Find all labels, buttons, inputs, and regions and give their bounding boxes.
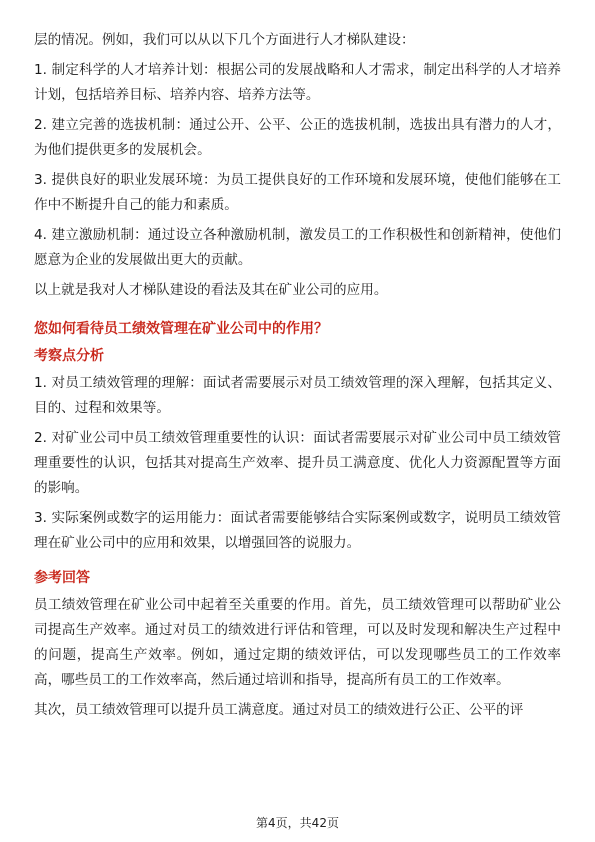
body-paragraph: 以上就是我对人才梯队建设的看法及其在矿业公司的应用。 — [34, 282, 388, 298]
page-footer: 第4页，共42页 — [256, 816, 339, 830]
list-item: 2. 对矿业公司中员工绩效管理重要性的认识：面试者需要展示对矿业公司中员工绩效管理重要性的认识，包括其对提高生产效率、提升员工满意度、优化人力资源配置等方面的影响。 — [34, 430, 561, 496]
list-item: 3. 实际案例或数字的运用能力：面试者需要能够结合实际案例或数字，说明员工绩效管理在矿业公司中的应用和效果，以增强回答的说服力。 — [34, 510, 561, 551]
list-item: 2. 建立完善的选拔机制：通过公开、公平、公正的选拔机制，选拔出具有潜力的人才，为他们提供更多的发展机会。 — [34, 117, 561, 158]
answer-heading: 参考回答 — [34, 570, 90, 586]
body-paragraph: 员工绩效管理在矿业公司中起着至关重要的作用。首先，员工绩效管理可以帮助矿业公司提高生产效率。通过对员工的绩效进行评估和管理，可以及时发现和解决生产过程中的问题，提高生产效率。例如，通过定期的绩效评估，可以发现哪些员工的工作效率高，哪些员工的工作效率高，然后通过培训和指导，提高所有员工的工作效率。 — [34, 597, 561, 688]
list-item: 3. 提供良好的职业发展环境：为员工提供良好的工作环境和发展环境，使他们能够在工作中不断提升自己的能力和素质。 — [34, 172, 561, 213]
question-heading: 您如何看待员工绩效管理在矿业公司中的作用？ — [34, 321, 328, 337]
list-item: 4. 建立激励机制：通过设立各种激励机制，激发员工的工作积极性和创新精神，使他们愿意为企业的发展做出更大的贡献。 — [34, 227, 561, 268]
body-paragraph: 其次，员工绩效管理可以提升员工满意度。通过对员工的绩效进行公正、公平的评 — [34, 702, 524, 718]
list-item: 1. 制定科学的人才培养计划：根据公司的发展战略和人才需求，制定出科学的人才培养计划，包括培养目标、培养内容、培养方法等。 — [34, 62, 561, 103]
analysis-heading: 考察点分析 — [34, 348, 104, 364]
list-item: 1. 对员工绩效管理的理解：面试者需要展示对员工绩效管理的深入理解，包括其定义、目的、过程和效果等。 — [34, 375, 561, 416]
body-paragraph: 层的情况。例如，我们可以从以下几个方面进行人才梯队建设： — [34, 32, 415, 48]
